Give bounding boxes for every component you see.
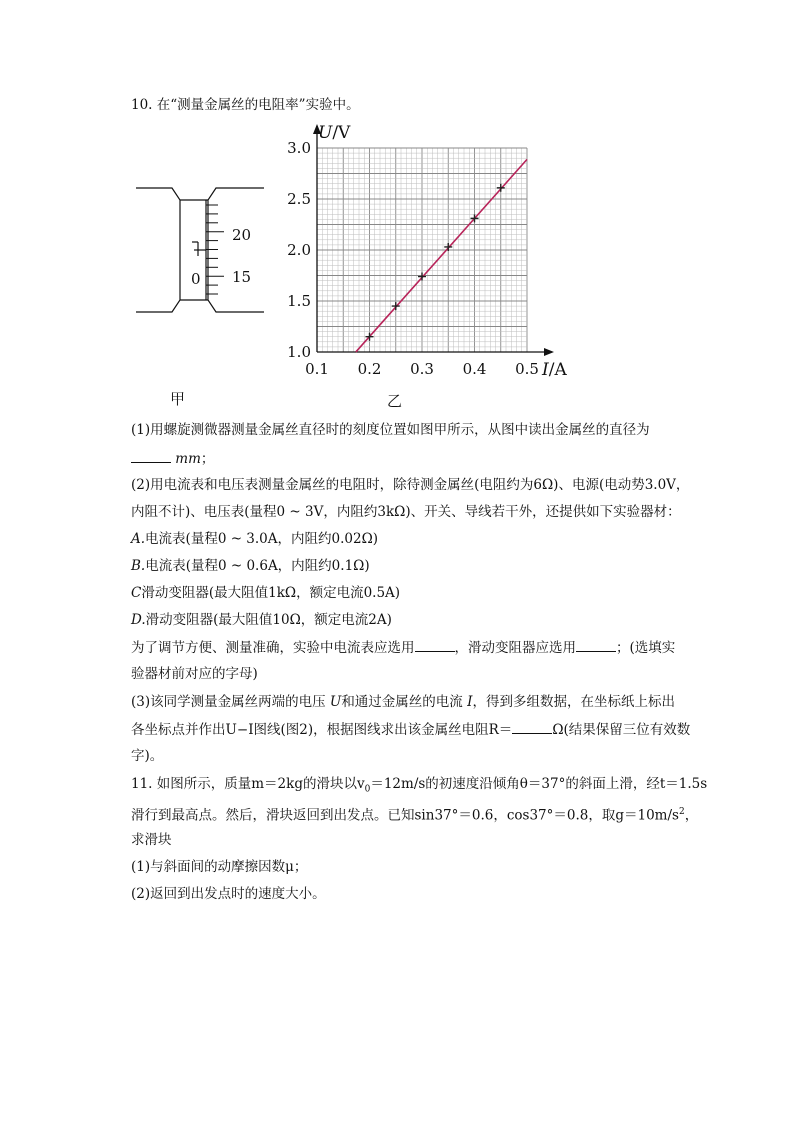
graph-grid [317, 148, 527, 352]
q11-part2: (2)返回到出发点时的速度大小。 [131, 886, 326, 902]
x-axis-label: I/A [542, 360, 567, 380]
y-tick-label: 3.0 [287, 139, 311, 157]
q10-part1-line2: mm； [131, 448, 214, 469]
option-b: B.电流表(量程0 ~ 0.6A，内阻约0.1Ω) [131, 558, 370, 574]
answer-blank-ammeter[interactable] [415, 637, 455, 652]
q10-title: 10. 在“测量金属丝的电阻率”实验中。 [131, 97, 360, 113]
x-tick-label: 0.5 [515, 360, 539, 378]
y-axis-label: U/V [318, 123, 351, 143]
y-tick-label: 2.5 [287, 190, 311, 208]
u-i-graph [280, 118, 580, 388]
q10-part3-line2: 各坐标点并作出U−I图线(图2)，根据图线求出该金属丝电阻R＝ Ω(结果保留三位有效数 [131, 719, 690, 740]
q11-line1: 11. 如图所示，质量m＝2kg的滑块以$v_0=12m/s$的初速度沿倾角θ＝37°的斜面上滑，经t＝1.5s [131, 776, 708, 795]
q10-part2-line3: 为了调节方便、测量准确，实验中电流表应选用 ，滑动变阻器应选用 ；(选填实 [131, 637, 675, 658]
option-a: A.电流表(量程0 ~ 3.0A，内阻约0.02Ω) [131, 531, 379, 547]
option-c: C滑动变阻器(最大阻值1kΩ，额定电流0.5A) [131, 585, 401, 601]
thimble-label-15: 15 [232, 268, 252, 286]
option-d: D.滑动变阻器(最大阻值10Ω，额定电流2A) [131, 612, 392, 628]
micrometer-figure [132, 180, 272, 320]
y-tick-label: 1.0 [287, 343, 311, 361]
x-tick-label: 0.2 [357, 360, 382, 378]
caption-yi: 乙 [387, 392, 403, 410]
x-axis-arrow [544, 348, 554, 356]
x-tick-label: 0.4 [462, 360, 487, 378]
y-tick-label: 1.5 [287, 292, 311, 310]
q10-part2-line1: (2)用电流表和电压表测量金属丝的电阻时，除待测金属丝(电阻约为6Ω)、电源(电动势3.0V， [131, 477, 690, 493]
q11-part1: (1)与斜面间的动摩擦因数μ； [131, 859, 308, 875]
y-tick-label: 2.0 [287, 241, 311, 259]
thimble-label-20: 20 [232, 226, 252, 244]
q10-part3-line1: (3)该同学测量金属丝两端的电压 U和通过金属丝的电流 I，得到多组数据，在坐标纸上标出 [131, 694, 675, 710]
main-scale-label-0: 0 [191, 270, 201, 288]
q10-part2-line4: 验器材前对应的字母) [131, 666, 258, 682]
q11-line3: 求滑块 [131, 832, 172, 848]
x-tick-label: 0.3 [410, 360, 434, 378]
caption-jia: 甲 [170, 390, 186, 408]
q10-part2-line2: 内阻不计)、电压表(量程0 ~ 3V，内阻约3kΩ)、开关、导线若干外，还提供如下实验器材： [131, 504, 681, 520]
answer-blank-diameter[interactable] [131, 448, 171, 463]
q10-part3-line3: 字)。 [131, 748, 164, 764]
q10-part1-line1: (1)用螺旋测微器测量金属丝直径时的刻度位置如图甲所示，从图中读出金属丝的直径为 [131, 422, 650, 438]
x-tick-label: 0.1 [305, 360, 329, 378]
q11-line2: 滑行到最高点。然后，滑块返回到出发点。已知sin37°＝0.6，cos37°＝0.8，取$g=10m/s^2$， [131, 807, 699, 824]
answer-blank-resistance[interactable] [512, 719, 552, 734]
answer-blank-rheostat[interactable] [576, 637, 616, 652]
